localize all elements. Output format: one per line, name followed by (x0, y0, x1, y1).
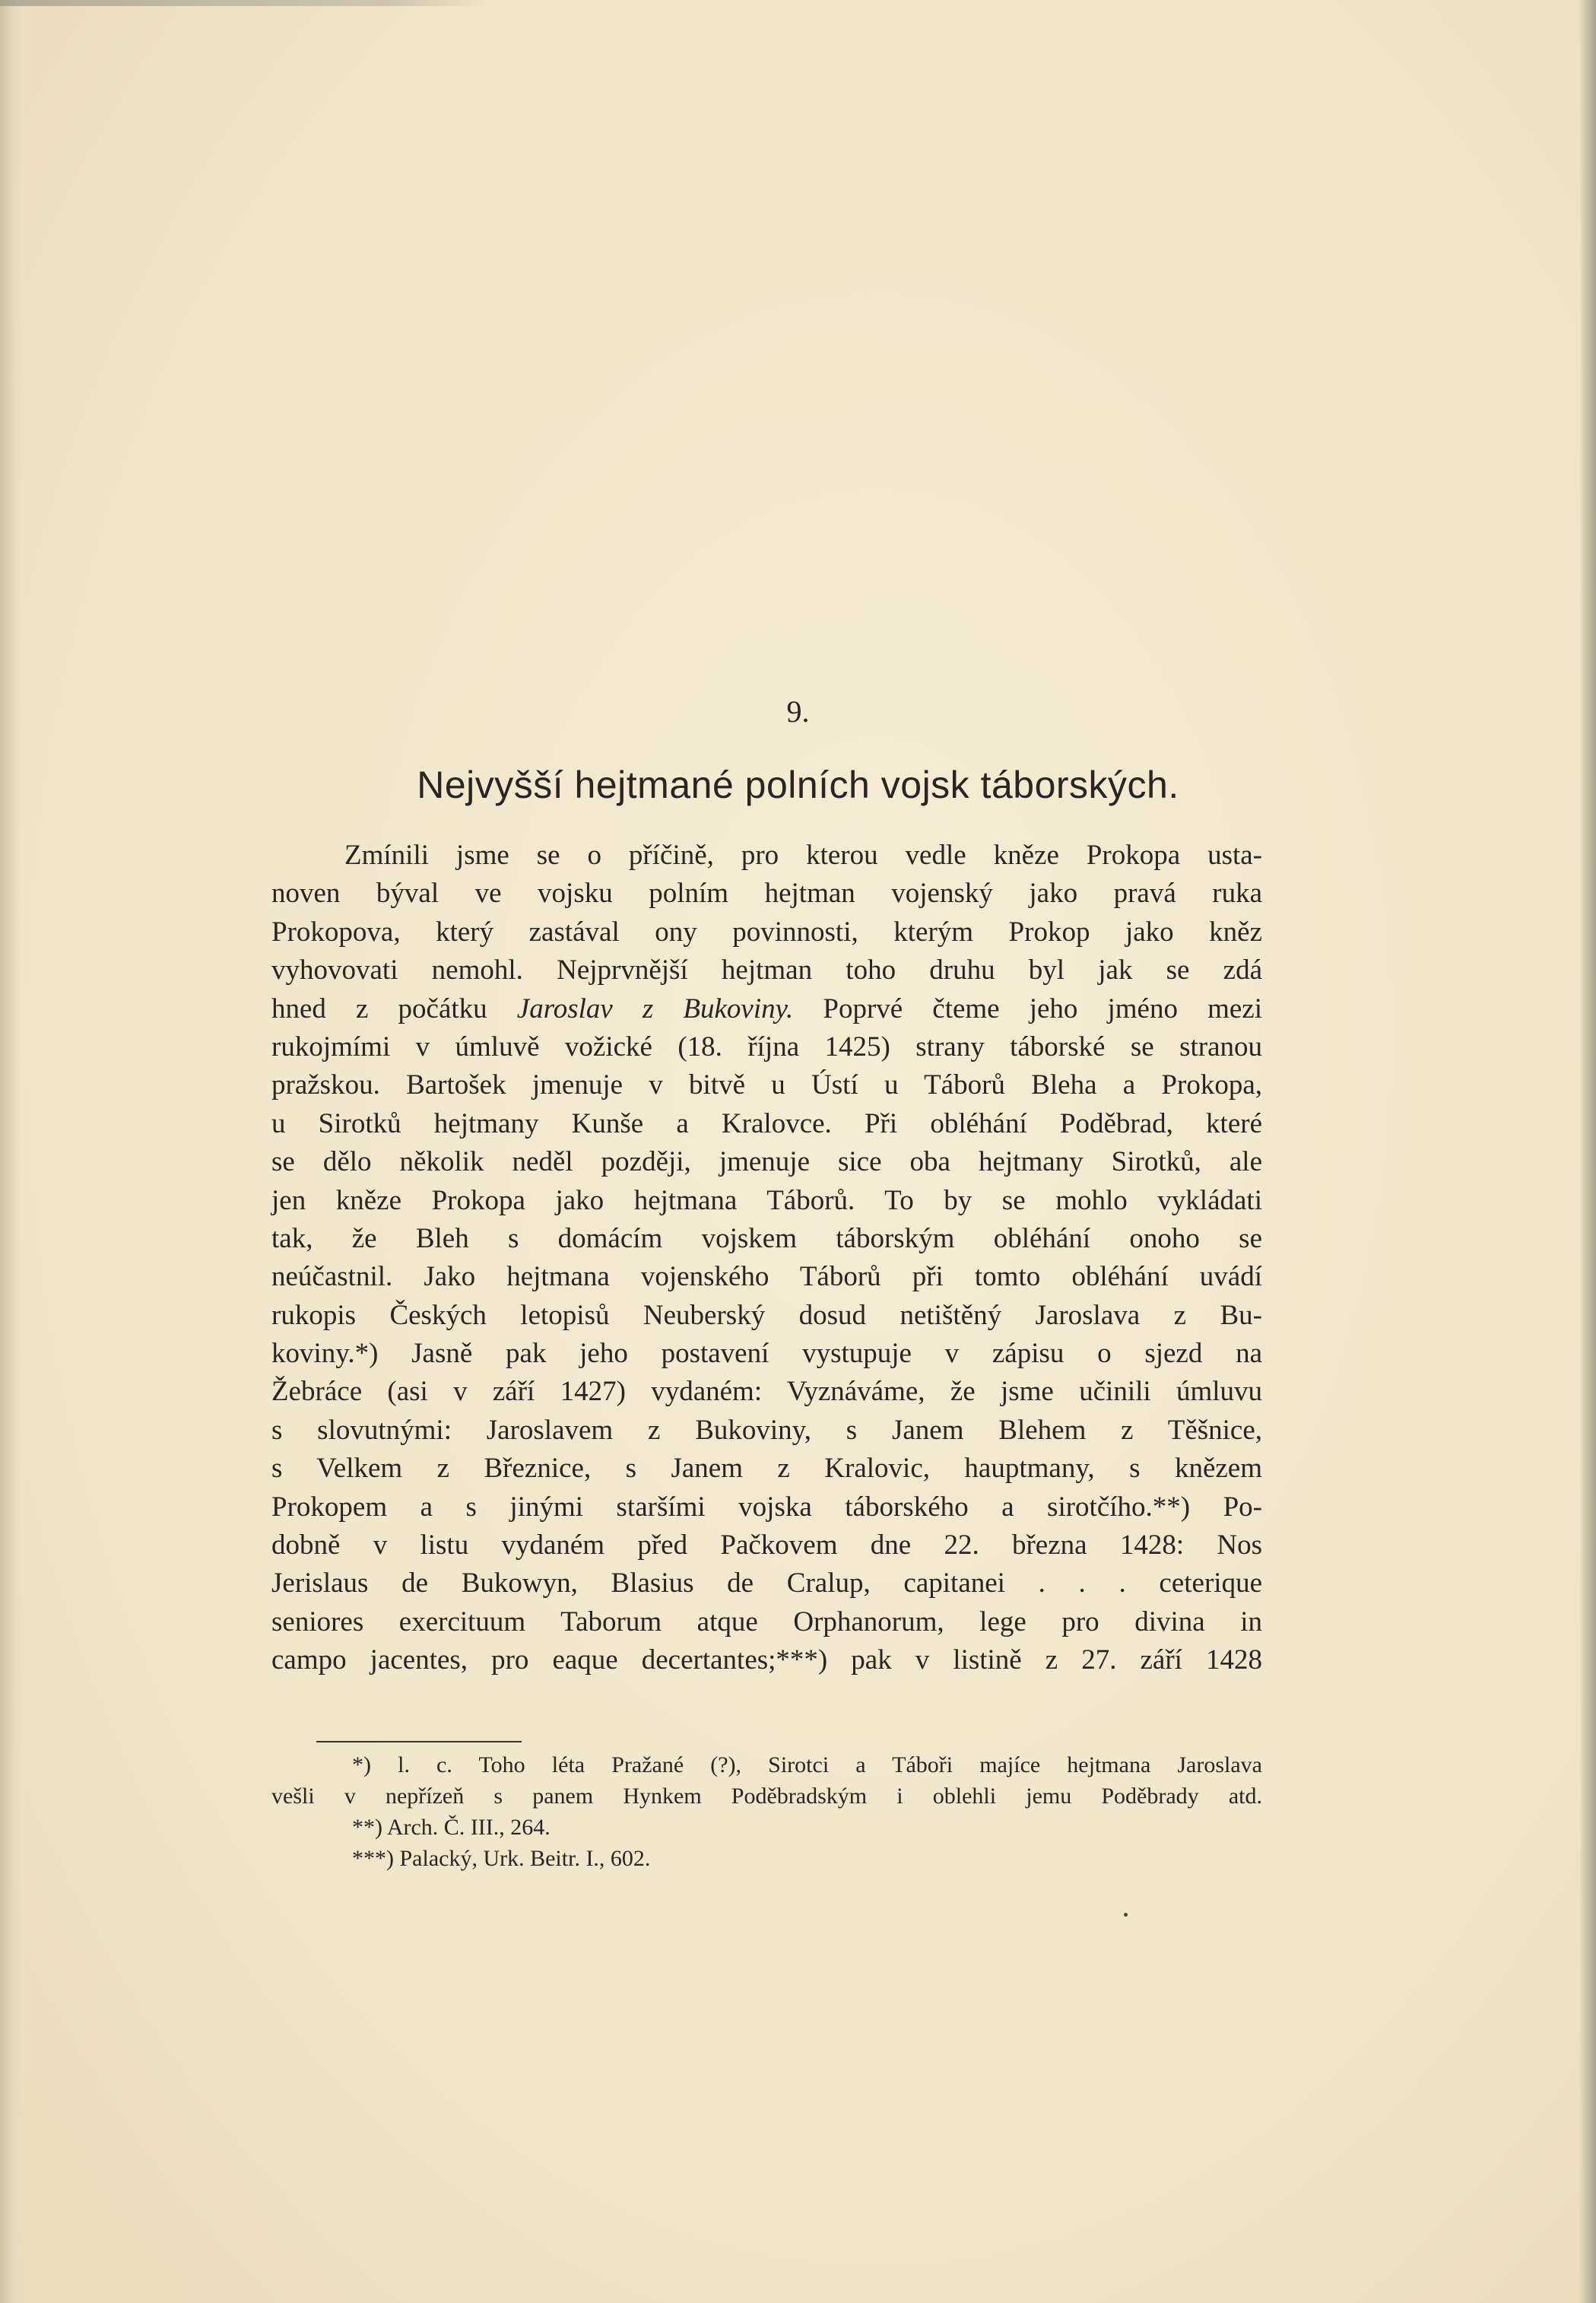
paper-speck (1124, 1913, 1128, 1917)
footnotes (271, 1749, 1262, 1874)
body-line: rukopis Českých letopisů Neuberský dosud netištěný Jaroslava z Bu- (271, 1299, 1262, 1331)
body-line: pražskou. Bartošek jmenuje v bitvě u Ústí u Táborů Bleha a Prokopa, (271, 1069, 1262, 1101)
footnote-line: vešli v nepřízeň s panem Hynkem Poděbradským i oblehli jemu Poděbrady atd. (271, 1784, 1262, 1809)
page-top-edge (0, 0, 487, 6)
body-line: rukojmími v úmluvě vožické (18. října 1425) strany táborské se stranou (271, 1031, 1262, 1063)
body-line: s slovutnými: Jaroslavem z Bukoviny, s Janem Blehem z Těšnice, (271, 1414, 1262, 1446)
italic-person-name: Jaroslav z Bukoviny. (516, 993, 794, 1024)
body-line: s Velkem z Březnice, s Janem z Kralovic, hauptmany, s knězem (271, 1453, 1262, 1485)
body-text (271, 837, 1262, 1680)
body-line: koviny.*) Jasně pak jeho postavení vystupuje v zápisu o sjezd na (271, 1338, 1262, 1370)
body-line-segment: hned z počátku Jaroslav z Bukoviny. Poprvé čteme jeho jméno mezi (271, 993, 1262, 1024)
page-left-edge (0, 0, 21, 2303)
footnote-line: ***) Palacký, Urk. Beitr. I., 602. (352, 1846, 651, 1871)
chapter-title: Nejvyšší hejtmané polních vojsk táborských. (417, 764, 1179, 806)
body-line-with-name (271, 990, 1262, 1028)
body-line: campo jacentes, pro eaque decertantes;***) pak v listině z 27. září 1428 (271, 1644, 1262, 1676)
body-line: tak, že Bleh s domácím vojskem táborským obléhání onoho se (271, 1222, 1262, 1254)
body-line: Zmínili jsme se o příčině, pro kterou vedle kněze Prokopa usta- (344, 840, 1262, 871)
body-line: se dělo několik neděl později, jmenuje sice oba hejtmany Sirotků, ale (271, 1146, 1262, 1178)
body-line: noven býval ve vojsku polním hejtman vojenský jako pravá ruka (271, 878, 1262, 910)
body-line: Jerislaus de Bukowyn, Blasius de Cralup, capitanei . . . ceterique (271, 1568, 1262, 1599)
body-line: jen kněze Prokopa jako hejtmana Táborů. To by se mohlo vykládati (271, 1184, 1262, 1216)
footnote-line: **) Arch. Č. III., 264. (352, 1815, 551, 1840)
chapter-number: 9. (786, 694, 810, 729)
page-right-edge (1579, 0, 1596, 2303)
footnote-line: *) l. c. Toho léta Pražané (?), Sirotci a Táboři majíce hejtmana Jaroslava (352, 1752, 1262, 1777)
body-line: dobně v listu vydaném před Pačkovem dne 22. března 1428: Nos (271, 1530, 1262, 1561)
body-line: u Sirotků hejtmany Kunše a Kralovce. Při obléhání Poděbrad, které (271, 1107, 1262, 1139)
footnote-divider (316, 1741, 522, 1742)
body-line: Prokopova, který zastával ony povinnosti, kterým Prokop jako kněz (271, 916, 1262, 948)
body-line: Prokopem a s jinými staršími vojska táborského a sirotčího.**) Po- (271, 1491, 1262, 1523)
body-line: neúčastnil. Jako hejtmana vojenského Táborů při tomto obléhání uvádí (271, 1261, 1262, 1293)
body-line: Žebráce (asi v září 1427) vydaném: Vyznáváme, že jsme učinili úmluvu (271, 1376, 1262, 1408)
body-line: vyhovovati nemohl. Nejprvnější hejtman toho druhu byl jak se zdá (271, 955, 1262, 986)
body-line: seniores exercituum Taborum atque Orphanorum, lege pro divina in (271, 1606, 1262, 1638)
